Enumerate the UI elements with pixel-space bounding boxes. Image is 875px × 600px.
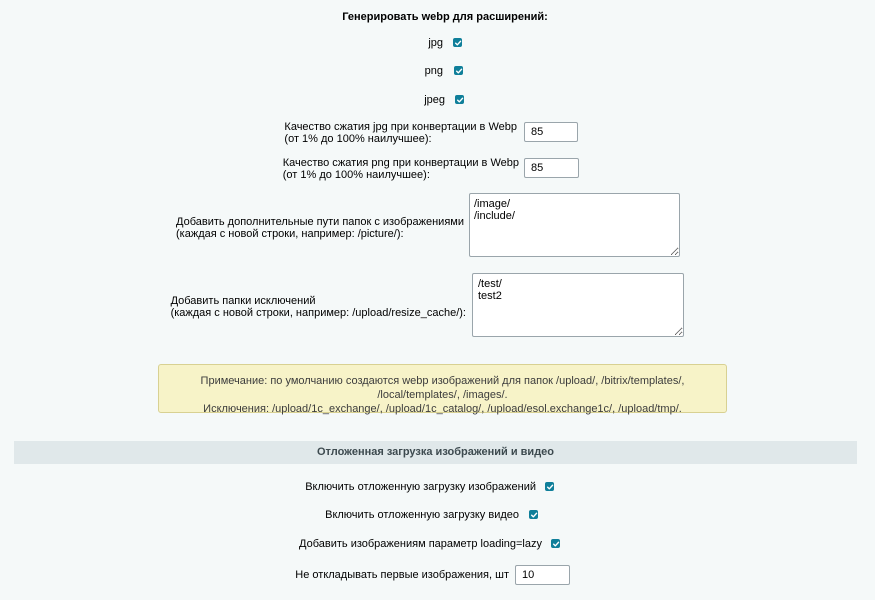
check-icon xyxy=(530,511,538,519)
lazy-section-title: Отложенная загрузка изображений и видео xyxy=(14,441,857,464)
ext-jpg-checkbox[interactable] xyxy=(453,38,462,47)
note-line-2: Исключения: /upload/1c_exchange/, /upload/1c_catalog/, /upload/esol.exchange1c/, /upload/tmp/. xyxy=(203,403,682,415)
loading-lazy-checkbox[interactable] xyxy=(551,539,560,548)
note-box xyxy=(158,364,727,413)
ext-label-jpg: jpg xyxy=(428,37,443,49)
skip-first-input[interactable] xyxy=(515,565,570,585)
ext-label-png: png xyxy=(424,65,443,77)
extra-paths-label: Добавить дополнительные пути папок с изображениями (каждая с новой строки, например: /picture/): xyxy=(176,216,464,240)
lazy-video-label: Включить отложенную загрузку видео xyxy=(325,509,519,521)
loading-lazy-label: Добавить изображениям параметр loading=lazy xyxy=(299,538,542,550)
skip-first-label: Не откладывать первые изображения, шт xyxy=(295,569,509,581)
lazy-images-label: Включить отложенную загрузку изображений xyxy=(305,481,536,493)
lazy-video-checkbox[interactable] xyxy=(529,510,538,519)
check-icon xyxy=(552,540,560,548)
note-line-1: Примечание: по умолчанию создаются webp изображений для папок /upload/, /bitrix/templates/, /local/templates/, /images/. xyxy=(200,375,685,401)
check-icon xyxy=(454,39,462,47)
ext-png-checkbox[interactable] xyxy=(454,66,463,75)
jpg-quality-input[interactable] xyxy=(524,122,578,142)
ext-label-jpeg: jpeg xyxy=(424,94,445,106)
check-icon xyxy=(456,96,464,104)
check-icon xyxy=(546,483,554,491)
exclusions-label: Добавить папки исключений (каждая с новой строки, например: /upload/resize_cache/): xyxy=(170,295,466,319)
webp-section-title: Генерировать webp для расширений: xyxy=(342,11,548,23)
png-quality-label: Качество сжатия png при конвертации в Webp (от 1% до 100% наилучшее): xyxy=(282,157,519,181)
lazy-images-checkbox[interactable] xyxy=(545,482,554,491)
exclusions-textarea[interactable] xyxy=(472,273,684,337)
extra-paths-textarea[interactable] xyxy=(469,193,680,257)
ext-jpeg-checkbox[interactable] xyxy=(455,95,464,104)
check-icon xyxy=(455,67,463,75)
png-quality-input[interactable] xyxy=(524,158,579,178)
jpg-quality-label: Качество сжатия jpg при конвертации в Webp (от 1% до 100% наилучшее): xyxy=(284,121,517,145)
